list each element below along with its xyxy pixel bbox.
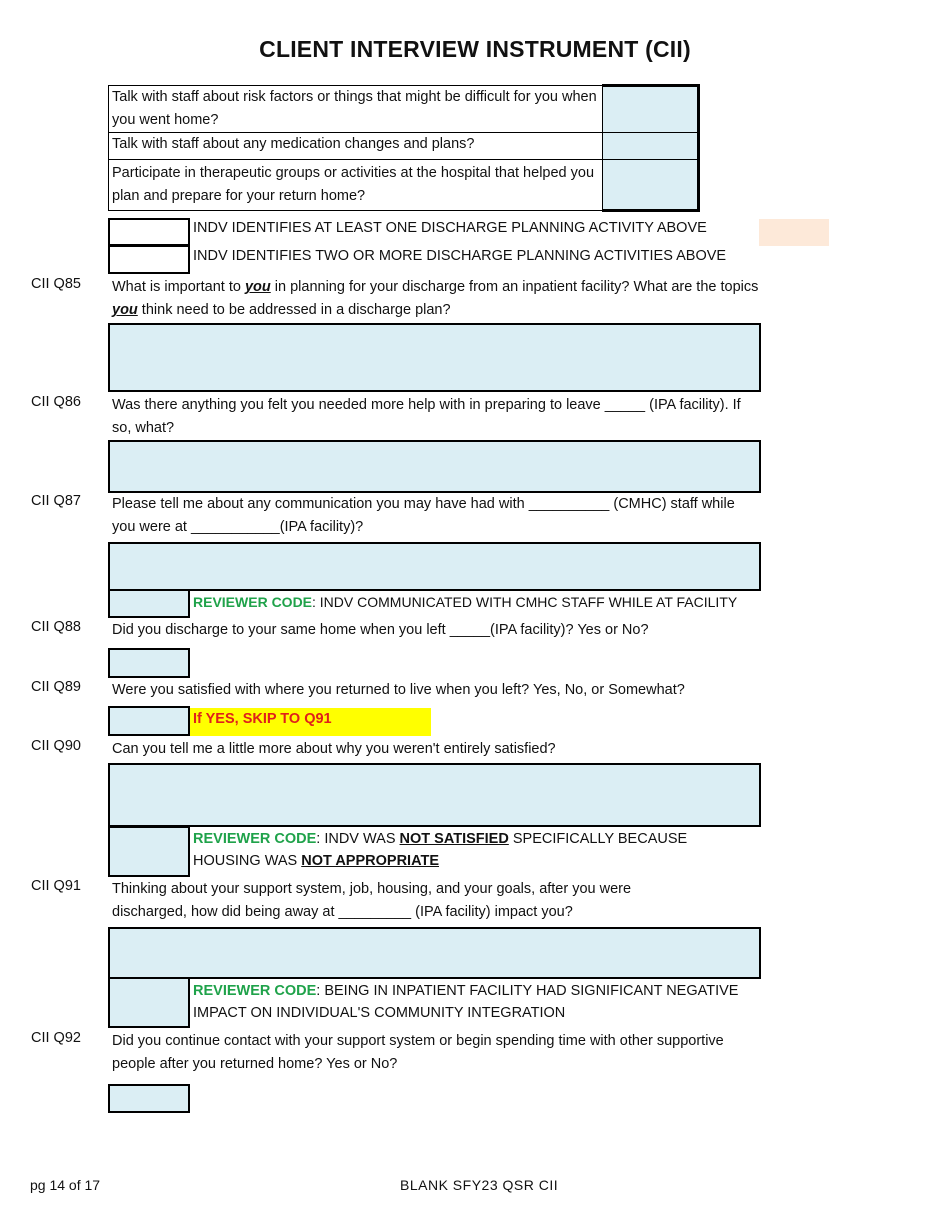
- answer-field-q87[interactable]: [108, 542, 761, 591]
- reviewer-code-q90: REVIEWER CODE: INDV WAS NOT SATISFIED SPECIFICALLY BECAUSE HOUSING WAS NOT APPROPRIATE: [193, 831, 688, 869]
- indicator-two-label: INDV IDENTIFIES TWO OR MORE DISCHARGE PLANNING ACTIVITIES ABOVE: [193, 248, 727, 264]
- answer-field-q90[interactable]: [108, 763, 761, 827]
- question-text: Were you satisfied with where you returned to live when you left? Yes, No, or Somewhat?: [112, 682, 685, 698]
- question-text: Was there anything you felt you needed more help with in preparing to leave _____ (IPA facility). If so, what?: [112, 397, 741, 436]
- answer-cell[interactable]: [603, 133, 699, 160]
- activity-text: Talk with staff about risk factors or things that might be difficult for you when you went home?: [109, 86, 603, 133]
- question-text: Did you discharge to your same home when you left _____(IPA facility)? Yes or No?: [112, 622, 649, 638]
- reviewer-code-q87: REVIEWER CODE: INDV COMMUNICATED WITH CMHC STAFF WHILE AT FACILITY: [193, 594, 738, 610]
- highlight-cell: [759, 219, 829, 246]
- indicator-one-checkbox[interactable]: [108, 218, 190, 246]
- answer-field-q85[interactable]: [108, 323, 761, 392]
- answer-field-q86[interactable]: [108, 440, 761, 493]
- reviewer-code-box-q87[interactable]: [108, 589, 190, 618]
- document-id: BLANK SFY23 QSR CII: [400, 1177, 559, 1193]
- activity-text: Participate in therapeutic groups or activities at the hospital that helped you plan and prepare for your return home?: [109, 160, 603, 211]
- reviewer-code-q91: REVIEWER CODE: BEING IN INPATIENT FACILITY HAD SIGNIFICANT NEGATIVE IMPACT ON INDIVIDUAL'S COMMUNITY INTEGRATION: [193, 983, 739, 1021]
- table-row: [109, 86, 699, 133]
- question-number: CII Q90: [31, 738, 81, 754]
- skip-instruction: If YES, SKIP TO Q91: [193, 711, 332, 727]
- discharge-activities-table: [108, 84, 700, 212]
- question-number: CII Q89: [31, 679, 81, 695]
- question-text: Can you tell me a little more about why you weren't entirely satisfied?: [112, 741, 556, 757]
- reviewer-code-box-q91[interactable]: [108, 977, 190, 1028]
- page-number: pg 14 of 17: [30, 1177, 101, 1193]
- answer-field-q91[interactable]: [108, 927, 761, 979]
- question-text: What is important to you in planning for your discharge from an inpatient facility? What are the topics you think need to be addressed in a discharge plan?: [112, 279, 759, 318]
- answer-box-q92[interactable]: [108, 1084, 190, 1113]
- page-title: CLIENT INTERVIEW INSTRUMENT (CII): [259, 36, 691, 62]
- question-number: CII Q88: [31, 619, 81, 635]
- question-text: Please tell me about any communication you may have had with __________ (CMHC) staff while you were at ___________(IPA facility)?: [112, 496, 735, 535]
- question-number: CII Q86: [31, 394, 81, 410]
- question-text: Thinking about your support system, job, housing, and your goals, after you were discharged, how did being away at _________ (IPA facility) impact you?: [112, 881, 632, 920]
- answer-cell[interactable]: [603, 86, 699, 133]
- skip-instruction-highlight: [190, 708, 431, 736]
- answer-cell[interactable]: [603, 160, 699, 211]
- table-row: [109, 133, 699, 160]
- answer-box-q88[interactable]: [108, 648, 190, 678]
- question-number: CII Q85: [31, 276, 81, 292]
- answer-box-q89[interactable]: [108, 706, 190, 736]
- question-number: CII Q92: [31, 1030, 81, 1046]
- question-number: CII Q91: [31, 878, 81, 894]
- indicator-two-checkbox[interactable]: [108, 245, 190, 274]
- table-row: [109, 160, 699, 211]
- activity-text: Talk with staff about any medication changes and plans?: [109, 133, 603, 160]
- question-number: CII Q87: [31, 493, 81, 509]
- reviewer-code-box-q90[interactable]: [108, 826, 190, 877]
- question-text: Did you continue contact with your support system or begin spending time with other supportive people after you returned home? Yes or No?: [112, 1033, 724, 1072]
- indicator-one-label: INDV IDENTIFIES AT LEAST ONE DISCHARGE PLANNING ACTIVITY ABOVE: [193, 220, 707, 236]
